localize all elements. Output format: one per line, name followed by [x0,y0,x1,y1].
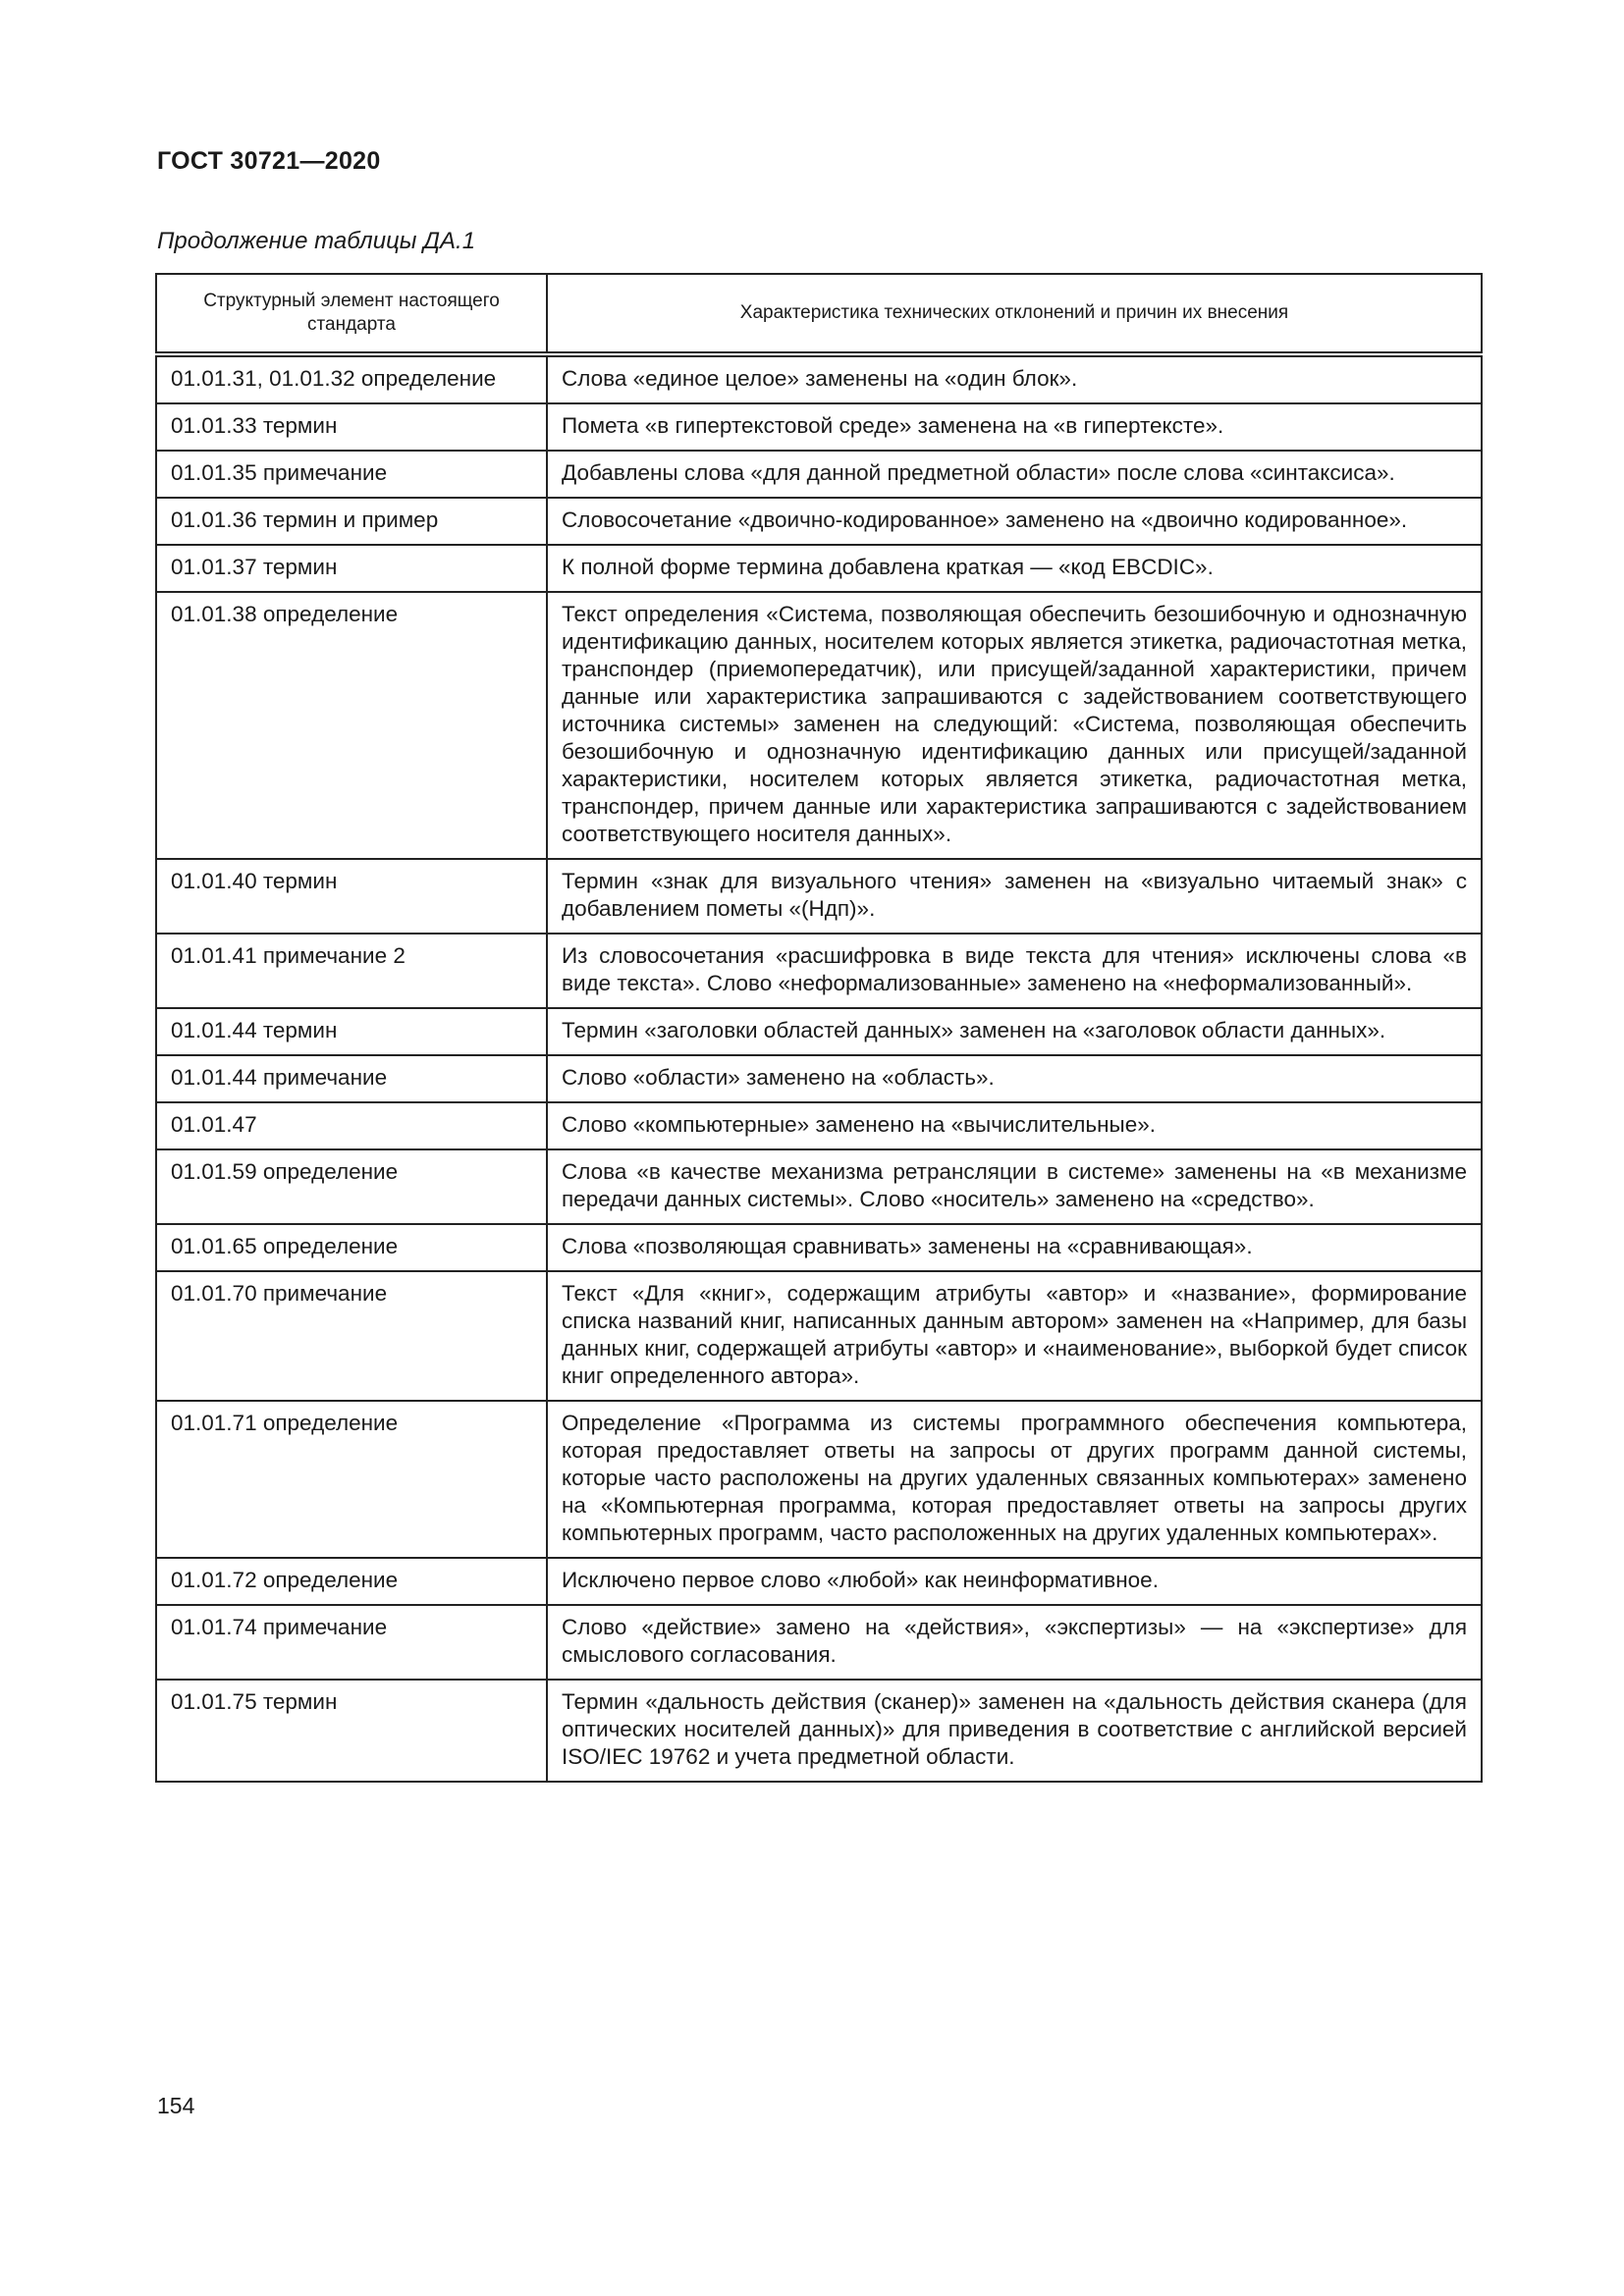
structural-element-cell: 01.01.38 определение [156,592,547,859]
structural-element-cell: 01.01.75 термин [156,1680,547,1782]
table-row [156,498,1482,545]
deviation-description-cell: Помета «в гипертекстовой среде» заменена на «в гипертексте». [547,403,1482,451]
deviation-description-cell: Слова «позволяющая сравнивать» заменены на «сравнивающая». [547,1224,1482,1271]
deviation-table [155,273,1483,1783]
table-row [156,592,1482,859]
structural-element-cell: 01.01.44 примечание [156,1055,547,1102]
deviation-description-cell: Из словосочетания «расшифровка в виде текста для чтения» исключены слова «в виде текста». Слово «неформализованные» заменено на «неформализованный». [547,934,1482,1008]
structural-element-cell: 01.01.41 примечание 2 [156,934,547,1008]
structural-element-cell: 01.01.65 определение [156,1224,547,1271]
table-header [156,274,1482,354]
table-row [156,451,1482,498]
structural-element-cell: 01.01.70 примечание [156,1271,547,1401]
table-row [156,1008,1482,1055]
structural-element-cell: 01.01.31, 01.01.32 определение [156,354,547,403]
deviation-description-cell: Исключено первое слово «любой» как неинформативное. [547,1558,1482,1605]
table-row [156,1558,1482,1605]
column-header-element: Структурный элемент настоящего стандарта [156,274,547,354]
structural-element-cell: 01.01.47 [156,1102,547,1149]
structural-element-cell: 01.01.33 термин [156,403,547,451]
table-row [156,934,1482,1008]
deviation-description-cell: К полной форме термина добавлена краткая — «код EBCDIC». [547,545,1482,592]
table-row [156,545,1482,592]
structural-element-cell: 01.01.72 определение [156,1558,547,1605]
table-caption: Продолжение таблицы ДА.1 [157,228,476,254]
structural-element-cell: 01.01.36 термин и пример [156,498,547,545]
deviation-description-cell: Слово «области» заменено на «область». [547,1055,1482,1102]
deviation-description-cell: Слово «действие» замено на «действия», «экспертизы» — на «экспертизе» для смыслового согласования. [547,1605,1482,1680]
structural-element-cell: 01.01.59 определение [156,1149,547,1224]
deviation-description-cell: Термин «заголовки областей данных» заменен на «заголовок области данных». [547,1008,1482,1055]
deviation-description-cell: Текст определения «Система, позволяющая обеспечить безошибочную и однозначную идентификацию данных, носителем которых является этикетка, радиочастотная метка, транспондер (приемопередатчик), или присущей/заданной характеристики, причем данные или характеристика запрашиваются с задействованием соответствующего источника системы» заменен на следующий: «Система, позволяющая обеспечить безошибочную и однозначную идентификацию данных или присущей/заданной характеристики, носителем которых является этикетка, радиочастотная метка, транспондер, причем данные или характеристика запрашиваются с задействованием соответствующего носителя данных». [547,592,1482,859]
structural-element-cell: 01.01.44 термин [156,1008,547,1055]
deviation-description-cell: Текст «Для «книг», содержащим атрибуты «автор» и «название», формирование списка названий книг, написанных данным автором» заменен на «Например, для базы данных книг, содержащей атрибуты «автор» и «наименование», выборкой будет список книг определенного автора». [547,1271,1482,1401]
deviation-description-cell: Слова «в качестве механизма ретрансляции в системе» заменены на «в механизме передачи данных системы». Слово «носитель» заменено на «средство». [547,1149,1482,1224]
table-row [156,403,1482,451]
table-row [156,1401,1482,1558]
structural-element-cell: 01.01.40 термин [156,859,547,934]
table-row [156,1680,1482,1782]
table-header-row [156,274,1482,354]
structural-element-cell: 01.01.74 примечание [156,1605,547,1680]
table-row [156,354,1482,403]
table-row [156,1271,1482,1401]
structural-element-cell: 01.01.37 термин [156,545,547,592]
column-header-description: Характеристика технических отклонений и причин их внесения [547,274,1482,354]
deviation-description-cell: Термин «знак для визуального чтения» заменен на «визуально читаемый знак» с добавлением пометы «(Ндп)». [547,859,1482,934]
deviation-description-cell: Термин «дальность действия (сканер)» заменен на «дальность действия сканера (для оптических носителей данных)» для приведения в соответствие с английской версией ISO/IEC 19762 и учета предметной области. [547,1680,1482,1782]
structural-element-cell: 01.01.71 определение [156,1401,547,1558]
deviation-description-cell: Слово «компьютерные» заменено на «вычислительные». [547,1102,1482,1149]
deviation-description-cell: Слова «единое целое» заменены на «один блок». [547,354,1482,403]
table-row [156,1149,1482,1224]
table-row [156,859,1482,934]
table-row [156,1055,1482,1102]
deviation-description-cell: Добавлены слова «для данной предметной области» после слова «синтаксиса». [547,451,1482,498]
table-row [156,1102,1482,1149]
document-header: ГОСТ 30721—2020 [157,147,381,175]
table-row [156,1605,1482,1680]
page-number: 154 [157,2093,195,2118]
structural-element-cell: 01.01.35 примечание [156,451,547,498]
deviation-description-cell: Определение «Программа из системы программного обеспечения компьютера, которая предоставляет ответы на запросы от других программ данной системы, которые часто расположены на других удаленных связанных компьютерах» заменено на «Компьютерная программа, которая предоставляет ответы на запросы других компьютерных программ, часто расположенных на других удаленных компьютерах». [547,1401,1482,1558]
table-body [156,354,1482,1782]
deviation-description-cell: Словосочетание «двоично-кодированное» заменено на «двоично кодированное». [547,498,1482,545]
table-row [156,1224,1482,1271]
deviation-table-container [155,273,1483,1783]
